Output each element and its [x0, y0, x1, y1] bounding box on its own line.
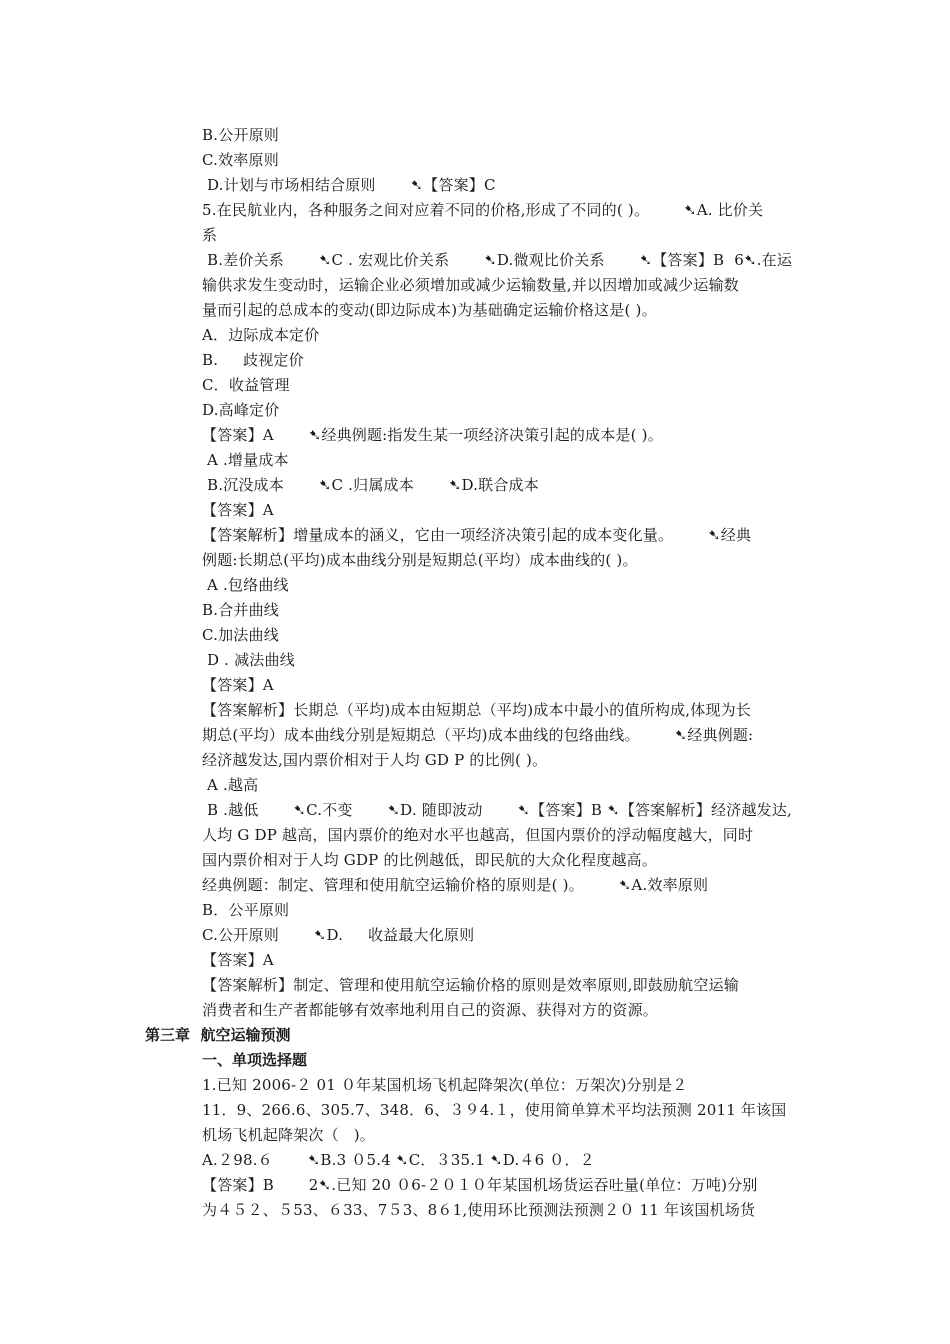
- text-line: 【答案解析】制定、管理和使用航空运输价格的原则是效率原则,即鼓励航空运输: [202, 976, 739, 994]
- text-line: 人均 G DP 越高，国内票价的绝对水平也越高，但国内票价的浮动幅度越大，同时: [202, 826, 754, 844]
- text-line: 11．9、266.6、305.7、348．6、３９4.１，使用简单算术平均法预测 2011 年该国: [202, 1101, 787, 1119]
- text-line: 【答案】A: [202, 676, 274, 694]
- text-line: 消费者和生产者都能够有效率地利用自己的资源、获得对方的资源。: [202, 1001, 659, 1019]
- text-line: B.合并曲线: [202, 601, 279, 619]
- text-line: 输供求发生变动时，运输企业必须增加或减少运输数量,并以因增加或减少运输数: [202, 276, 739, 294]
- text-line: 例题:长期总(平均)成本曲线分别是短期总(平均）成本曲线的( )。: [202, 551, 638, 569]
- text-line: 【答案】A: [202, 951, 274, 969]
- text-line: 【答案】A ➷经典例题:指发生某一项经济决策引起的成本是( )。: [202, 426, 663, 444]
- text-line: 1.已知 2006-２ 01 ０年某国机场飞机起降架次(单位：万架次)分别是２: [202, 1076, 688, 1094]
- text-line: 5.在民航业内，各种服务之间对应着不同的价格,形成了不同的( )。 ➷A. 比价关: [202, 201, 764, 219]
- text-line: 【答案】B 2➷.已知 20 ０6-２０１０年某国机场货运吞吐量(单位：万吨)分别: [202, 1176, 758, 1194]
- text-line: 系: [202, 226, 218, 244]
- text-line: 为４５２、５53、６33、7５3、8６1,使用环比预测法预测２０ 11 年该国机场货: [202, 1201, 756, 1219]
- text-line: D.计划与市场相结合原则 ➷【答案】C: [202, 176, 496, 194]
- text-line: A .增量成本: [202, 451, 289, 469]
- text-line: A．边际成本定价: [202, 326, 320, 344]
- text-line: D . 减法曲线: [202, 651, 295, 669]
- text-line: C.加法曲线: [202, 626, 279, 644]
- text-line: A.２98.６ ➷B.3 ０5.4 ➷C．３35.1 ➷D.４6 ０．２: [202, 1151, 595, 1169]
- text-line: 【答案解析】增量成本的涵义，它由一项经济决策引起的成本变化量。 ➷经典: [202, 526, 752, 544]
- text-line: B.公开原则: [202, 126, 279, 144]
- text-line: B.沉没成本 ➷C .归属成本 ➷D.联合成本: [202, 476, 539, 494]
- text-line: C.效率原则: [202, 151, 279, 169]
- chapter-title: 第三章 航空运输预测: [145, 1026, 291, 1044]
- text-line: D.高峰定价: [202, 401, 280, 419]
- section-title: 一、单项选择题: [202, 1051, 308, 1069]
- text-line: C.公开原则 ➷D. 收益最大化原则: [202, 926, 475, 944]
- text-line: B .越低 ➷C.不变 ➷D. 随即波动 ➷【答案】B ➷【答案解析】经济越发达,: [202, 801, 793, 819]
- text-line: A .包络曲线: [202, 576, 289, 594]
- text-line: C．收益管理: [202, 376, 290, 394]
- text-line: B.差价关系 ➷C . 宏观比价关系 ➷D.微观比价关系 ➷【答案】B 6➷.在运: [202, 251, 793, 269]
- text-line: 【答案】A: [202, 501, 274, 519]
- text-line: 国内票价相对于人均 GDP 的比例越低，即民航的大众化程度越高。: [202, 851, 658, 869]
- text-line: 【答案解析】长期总（平均)成本由短期总（平均)成本中最小的值所构成,体现为长: [202, 701, 752, 719]
- text-line: 期总(平均）成本曲线分别是短期总（平均)成本曲线的包络曲线。 ➷经典例题:: [202, 726, 754, 744]
- text-line: A .越高: [202, 776, 259, 794]
- text-line: 经典例题：制定、管理和使用航空运输价格的原则是( )。 ➷A.效率原则: [202, 876, 709, 894]
- text-line: 量而引起的总成本的变动(即边际成本)为基础确定运输价格这是( )。: [202, 301, 657, 319]
- text-line: 经济越发达,国内票价相对于人均 GD P 的比例( )。: [202, 751, 548, 769]
- text-line: 机场飞机起降架次（ )。: [202, 1126, 375, 1144]
- text-line: B．公平原则: [202, 901, 290, 919]
- text-line: B. 歧视定价: [202, 351, 304, 369]
